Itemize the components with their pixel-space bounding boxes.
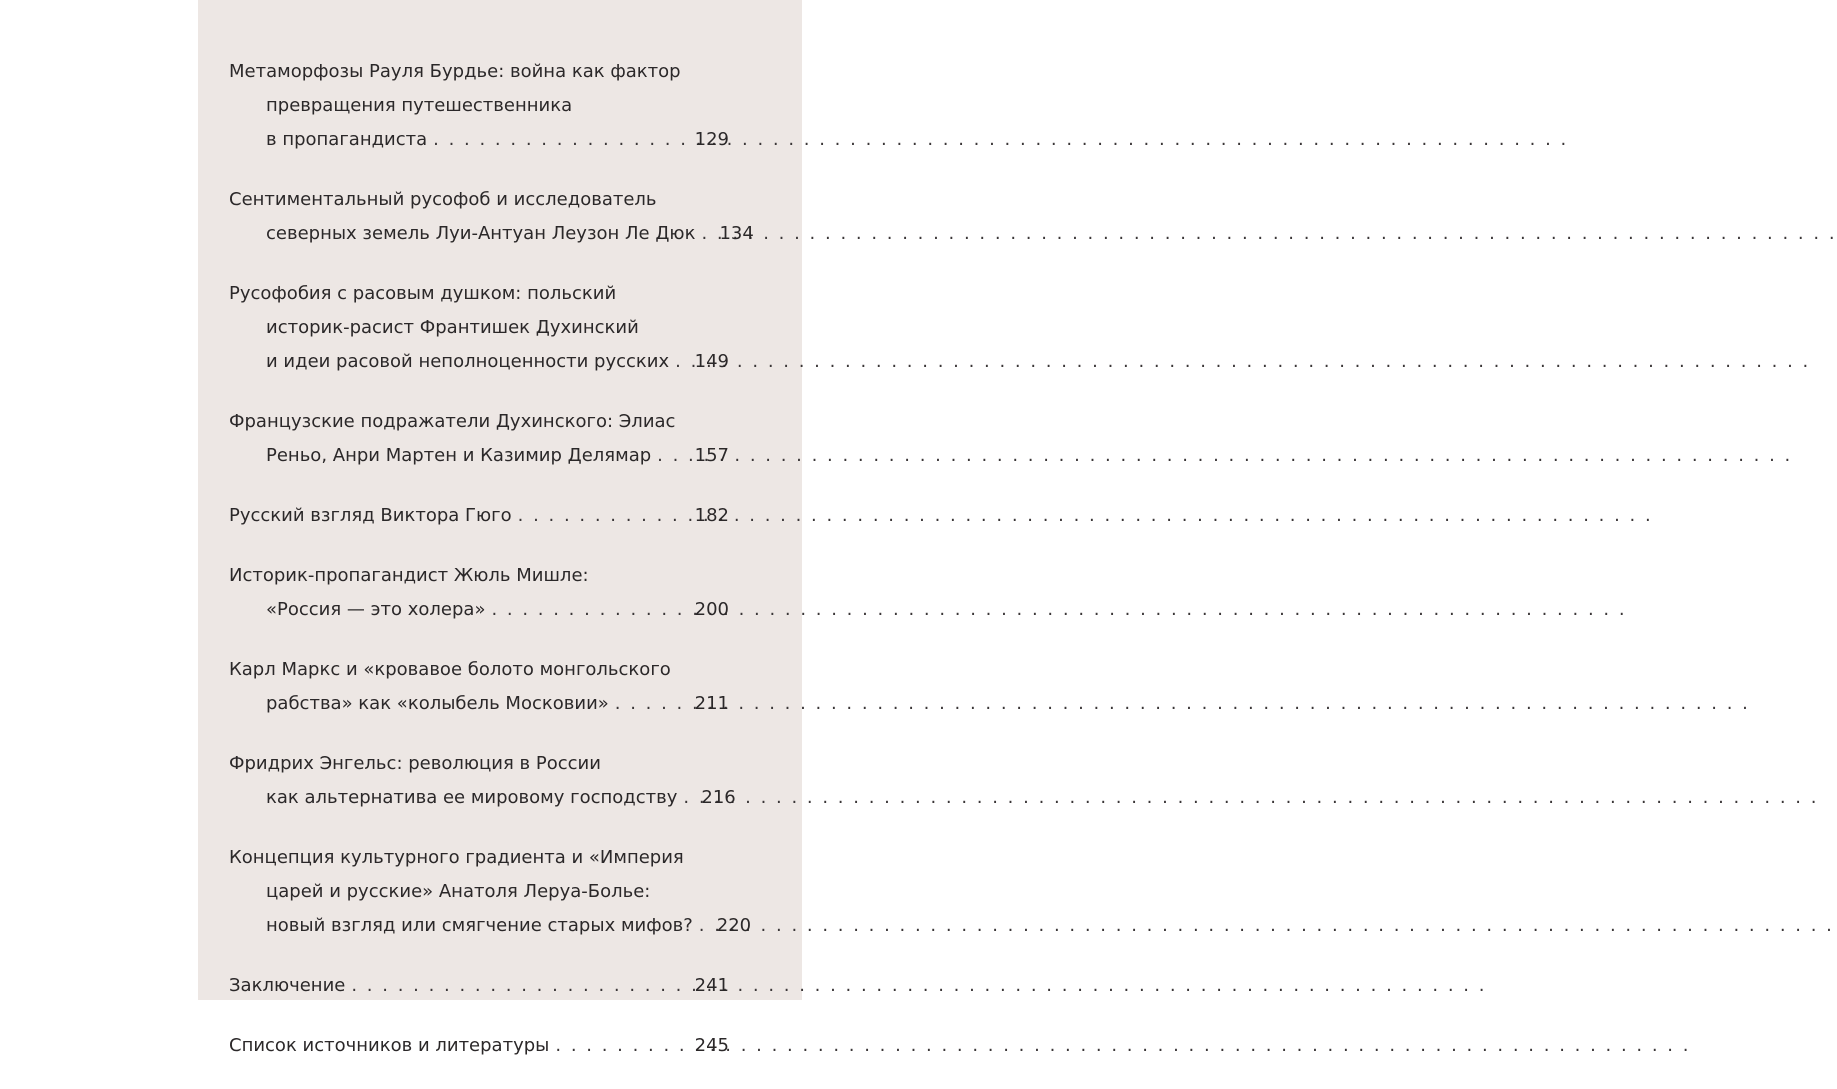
dot-leader: [433, 123, 688, 157]
toc-entry-title-line: Список источников и литературы: [229, 1035, 550, 1056]
toc-entry: [229, 277, 729, 379]
page-number: 245: [694, 1035, 729, 1056]
dot-leader: [657, 439, 688, 473]
toc-entry-title-line: северных земель Луи-Антуан Леузон Ле Дюк: [266, 223, 696, 244]
toc-entry: [229, 183, 754, 251]
toc-entry-title-line: царей и русские» Анатоля Леруа-Болье:: [266, 881, 651, 902]
toc-entry-title-line: Сентиментальный русофоб и исследователь: [229, 189, 657, 210]
toc-entry: [229, 499, 729, 533]
page-number: 129: [694, 129, 729, 150]
toc-entry-title-line: Концепция культурного градиента и «Империя: [229, 847, 684, 868]
table-of-contents: [229, 55, 754, 1089]
page-number: 157: [694, 445, 729, 466]
toc-entry-title-line: Заключение: [229, 975, 346, 996]
dot-leader: [683, 781, 695, 815]
toc-entry-title-line: Карл Маркс и «кровавое болото монгольского: [229, 659, 671, 680]
dot-leader: [701, 217, 713, 251]
page-number: 134: [719, 223, 754, 244]
toc-entry-title-line: Русофобия с расовым душком: польский: [229, 283, 617, 304]
toc-entry: [229, 405, 729, 473]
page-number: 182: [694, 505, 729, 526]
page-number: 241: [694, 975, 729, 996]
toc-entry: [229, 559, 729, 627]
toc-entry-title-line: Историк-пропагандист Жюль Мишле:: [229, 565, 589, 586]
page-number: 216: [701, 787, 736, 808]
toc-entry: [229, 969, 729, 1003]
page-number: 200: [694, 599, 729, 620]
dot-leader: [699, 909, 711, 943]
toc-entry-title-line: Фридрих Энгельс: революция в России: [229, 753, 601, 774]
toc-entry-title-line: историк-расист Франтишек Духинский: [266, 317, 639, 338]
dot-leader: [675, 345, 688, 379]
toc-entry-title-line: новый взгляд или смягчение старых мифов?: [266, 915, 693, 936]
page-number: 149: [694, 351, 729, 372]
toc-entry: [229, 747, 736, 815]
toc-entry-title-line: «Россия — это холера»: [266, 599, 486, 620]
toc-entry: [229, 55, 729, 157]
toc-entry-title-line: и идеи расовой неполноценности русских: [266, 351, 670, 372]
toc-entry-title-line: Реньо, Анри Мартен и Казимир Делямар: [266, 445, 652, 466]
toc-entry: [229, 1029, 729, 1063]
toc-entry-title-line: Русский взгляд Виктора Гюго: [229, 505, 512, 526]
toc-entry-title-line: Французские подражатели Духинского: Элиас: [229, 411, 676, 432]
dot-leader: [615, 687, 689, 721]
toc-entry: [229, 841, 752, 943]
page-number: 220: [716, 915, 752, 936]
toc-entry-title-line: в пропагандиста: [266, 129, 428, 150]
toc-entry: [229, 653, 729, 721]
dot-leader: [518, 499, 689, 533]
toc-entry-title-line: рабства» как «колыбель Московии»: [266, 693, 609, 714]
page-number: 211: [694, 693, 729, 714]
toc-entry-title-line: Метаморфозы Рауля Бурдье: война как фактор: [229, 61, 681, 82]
toc-entry-title-line: превращения путешественника: [266, 95, 573, 116]
dot-leader: [555, 1029, 688, 1063]
dot-leader: [351, 969, 688, 1003]
toc-entry-title-line: как альтернатива ее мировому господству: [266, 787, 678, 808]
dot-leader: [491, 593, 688, 627]
